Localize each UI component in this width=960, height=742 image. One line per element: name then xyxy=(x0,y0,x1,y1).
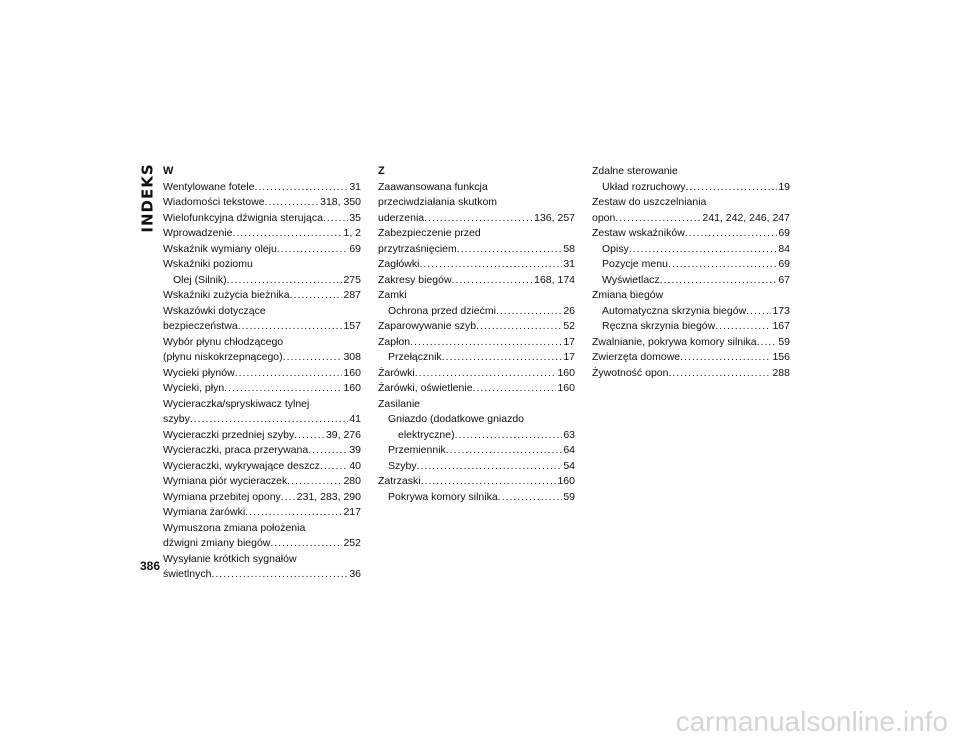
dot-leader xyxy=(211,567,348,583)
index-entry xyxy=(163,459,361,475)
index-entry-label: Wymiana piór wycieraczek xyxy=(163,475,288,487)
index-entry-label: Pozycje menu xyxy=(602,258,668,270)
dot-leader xyxy=(283,350,343,366)
index-entry xyxy=(378,304,575,320)
index-entry-page: 1, 2 xyxy=(343,227,361,239)
index-entry xyxy=(163,319,361,335)
index-entry-page: 35 xyxy=(349,211,361,224)
index-entry-label: Żarówki xyxy=(378,366,415,379)
index-entry-text: Zabezpieczenie przed xyxy=(378,227,481,239)
index-entry-label: opon xyxy=(592,211,616,224)
dot-leader xyxy=(457,242,563,258)
index-entry xyxy=(163,381,361,397)
index-entry-page: 39, 276 xyxy=(325,428,361,441)
dot-leader xyxy=(660,273,778,289)
index-entry-text: Zamki xyxy=(378,289,407,301)
index-entry-label: bezpieczeństwa xyxy=(163,320,238,332)
index-entry-label: Układ rozruchowy xyxy=(602,180,686,193)
index-entry xyxy=(163,490,361,506)
index-entry-label: Zagłówki xyxy=(378,258,420,270)
index-entry-label: uderzenia xyxy=(378,211,425,224)
index-entry-page: 231, 283, 290 xyxy=(296,490,361,503)
dot-leader xyxy=(715,319,771,335)
index-entry-page: 160 xyxy=(557,382,575,394)
index-entry-label: Zwierzęta domowe xyxy=(592,351,681,363)
index-entry-page: 308 xyxy=(343,351,361,363)
index-entry-text: przeciwdziałania skutkom xyxy=(378,196,498,208)
index-entry-page: 157 xyxy=(343,320,361,332)
index-entry xyxy=(592,242,790,258)
index-entry-page: 173 xyxy=(772,304,790,317)
dot-leader xyxy=(446,443,563,459)
index-entry xyxy=(592,180,790,196)
index-entry xyxy=(378,443,575,459)
index-column-2 xyxy=(378,164,575,505)
index-entry xyxy=(378,350,575,366)
dot-leader xyxy=(476,319,562,335)
index-entry-label: Pokrywa komory silnika xyxy=(388,490,498,503)
index-entry xyxy=(378,242,575,258)
index-entry xyxy=(378,211,575,227)
dot-leader xyxy=(281,490,296,506)
index-entry-page: 275 xyxy=(343,273,361,286)
index-entry-label: Wyświetlacz xyxy=(602,273,660,286)
index-entry-page: 26 xyxy=(563,304,575,317)
index-entry-label: Wprowadzenie xyxy=(163,227,233,239)
index-entry-label: Szyby xyxy=(388,459,417,472)
dot-leader xyxy=(629,242,777,258)
index-entry xyxy=(163,350,361,366)
dot-leader xyxy=(415,366,557,382)
index-entry xyxy=(163,428,361,444)
index-entry-label: Wycieraczki, praca przerywana xyxy=(163,444,309,456)
dot-leader xyxy=(270,536,342,552)
index-entry-label: Wentylowane fotele xyxy=(163,180,255,193)
dot-leader xyxy=(419,257,562,273)
index-entry-label: Olej (Silnik) xyxy=(173,273,227,286)
dot-leader xyxy=(227,273,343,289)
index-entry-page: 67 xyxy=(778,273,790,286)
index-entry xyxy=(163,443,361,459)
index-entry-text: Zestaw do uszczelniania xyxy=(592,196,707,208)
index-entry xyxy=(163,195,361,211)
dot-leader xyxy=(498,490,563,506)
index-entry-page: 64 xyxy=(563,444,575,456)
index-entry-page: 63 xyxy=(563,428,575,441)
index-entry xyxy=(378,366,575,382)
dot-leader xyxy=(235,366,343,382)
dot-leader xyxy=(668,257,777,273)
index-entry xyxy=(163,474,361,490)
index-entry-label: (płynu niskokrzepnącego) xyxy=(163,351,283,363)
index-entry xyxy=(378,273,575,289)
index-entry-page: 168, 174 xyxy=(534,273,575,286)
index-entry-page: 52 xyxy=(563,320,575,332)
index-entry xyxy=(378,459,575,475)
index-entry-text: Wycieraczka/spryskiwacz tylnej xyxy=(163,397,310,410)
index-entry-label: Zwalnianie, pokrywa komory silnika xyxy=(592,335,757,348)
index-entry-page: 54 xyxy=(563,459,575,472)
index-entry-label: Przełącznik xyxy=(388,351,442,363)
index-entry-text: Zaawansowana funkcja xyxy=(378,180,488,193)
dot-leader xyxy=(232,226,342,242)
index-entry-page: 287 xyxy=(343,289,361,301)
index-entry-label: Ochrona przed dziećmi xyxy=(388,304,496,317)
dot-leader xyxy=(685,226,778,242)
index-entry-label: Wskaźniki zużycia bieżnika xyxy=(163,289,290,301)
dot-leader xyxy=(442,350,563,366)
index-entry xyxy=(378,319,575,335)
index-entry-text: Zasilanie xyxy=(378,397,421,410)
index-entry-page: 69 xyxy=(778,258,790,270)
dot-leader xyxy=(615,211,701,227)
index-entry-text: Wskaźniki poziomu xyxy=(163,258,253,270)
index-entry xyxy=(592,304,790,320)
index-entry xyxy=(378,335,575,351)
index-entry-text: Wskazówki dotyczące xyxy=(163,304,266,317)
dot-leader xyxy=(424,211,533,227)
index-entry-text: Gniazdo (dodatkowe gniazdo xyxy=(388,413,525,425)
index-entry-label: Wycieki płynów xyxy=(163,366,235,379)
index-column-3 xyxy=(592,164,790,381)
index-entry-page: 156 xyxy=(772,351,790,363)
page-number: 386 xyxy=(140,559,161,573)
dot-leader xyxy=(680,350,771,366)
dot-leader xyxy=(265,195,320,211)
index-entry-label: Przemiennik xyxy=(388,444,446,456)
index-entry-text: Wysyłanie krótkich sygnałów xyxy=(163,552,297,565)
dot-leader xyxy=(245,505,342,521)
index-entry-label: Wymiana żarówki xyxy=(163,506,246,518)
index-entry xyxy=(163,226,361,242)
index-entry-page: 136, 257 xyxy=(534,211,575,224)
index-entry-page: 280 xyxy=(343,475,361,487)
index-entry xyxy=(163,288,361,304)
index-entry-label: Zaparowywanie szyb xyxy=(378,320,477,332)
index-entry-label: Wymiana przebitej opony xyxy=(163,490,281,503)
dot-leader xyxy=(277,242,349,258)
index-entry xyxy=(592,257,790,273)
index-entry-page: 17 xyxy=(563,335,575,348)
index-entry-label: szyby xyxy=(163,413,190,425)
index-entry xyxy=(592,273,790,289)
dot-leader xyxy=(685,180,777,196)
index-entry-label: Wycieraczki, wykrywające deszcz xyxy=(163,459,320,472)
index-entry xyxy=(378,428,575,444)
index-entry-label: Zapłon xyxy=(378,335,411,348)
index-entry-text: Wymuszona zmiana położenia xyxy=(163,521,306,534)
index-entry xyxy=(592,335,790,351)
index-entry-page: 17 xyxy=(563,351,575,363)
section-tab-label: INDEKS xyxy=(139,163,158,233)
index-entry xyxy=(163,273,361,289)
dot-leader xyxy=(290,288,343,304)
dot-leader xyxy=(452,273,534,289)
index-entry-label: Wycieki, płyn xyxy=(163,382,225,394)
index-entry-page: 160 xyxy=(343,366,361,379)
index-entry-page: 58 xyxy=(563,242,575,255)
index-entry xyxy=(163,366,361,382)
index-entry-label: elektryczne) xyxy=(398,428,455,441)
index-entry-page: 160 xyxy=(557,366,575,379)
index-entry-page: 59 xyxy=(563,490,575,503)
index-column-1 xyxy=(163,164,361,583)
index-entry-page: 31 xyxy=(563,258,575,270)
section-tab xyxy=(138,162,158,234)
index-entry-page: 217 xyxy=(343,506,361,518)
index-entry xyxy=(163,211,361,227)
index-entry-label: Wskaźnik wymiany oleju xyxy=(163,242,277,255)
index-entry-page: 69 xyxy=(349,242,361,255)
index-entry-page: 84 xyxy=(778,242,790,255)
index-entry xyxy=(163,536,361,552)
index-entry xyxy=(378,257,575,273)
dot-leader xyxy=(496,304,562,320)
dot-leader xyxy=(287,474,342,490)
dot-leader xyxy=(238,319,343,335)
index-entry-page: 31 xyxy=(349,180,361,193)
index-entry-page: 252 xyxy=(343,537,361,549)
index-entry-text: Zdalne sterowanie xyxy=(592,165,678,177)
watermark: carmanualsonline.info xyxy=(675,706,948,737)
index-entry-page: 167 xyxy=(772,320,790,332)
index-entry-page: 39 xyxy=(349,444,361,456)
index-entry xyxy=(163,180,361,196)
index-entry-label: Zakresy biegów xyxy=(378,273,452,286)
dot-leader xyxy=(455,428,563,444)
dot-leader xyxy=(190,412,348,428)
index-entry xyxy=(163,242,361,258)
index-entry xyxy=(378,490,575,506)
index-entry-text: Wybór płynu chłodzącego xyxy=(163,335,284,348)
index-entry-label: Ręczna skrzynia biegów xyxy=(602,320,716,332)
index-entry xyxy=(592,366,790,382)
index-entry-page: 288 xyxy=(772,366,790,379)
index-entry-page: 160 xyxy=(343,382,361,394)
dot-leader xyxy=(294,428,325,444)
dot-leader xyxy=(410,335,562,351)
index-entry-label: Zatrzaski xyxy=(378,475,421,487)
index-entry xyxy=(592,226,790,242)
index-entry-label: Zestaw wskaźników xyxy=(592,227,685,239)
index-entry xyxy=(592,319,790,335)
index-entry-label: Żarówki, oświetlenie xyxy=(378,382,473,394)
index-entry-label: Opisy xyxy=(602,242,629,255)
index-entry-page: 69 xyxy=(778,227,790,239)
index-entry xyxy=(592,211,790,227)
index-entry xyxy=(163,505,361,521)
index-entry-label: Wiadomości tekstowe xyxy=(163,196,265,208)
dot-leader xyxy=(757,335,778,351)
index-entry-label: Wycieraczki przedniej szyby xyxy=(163,428,295,441)
index-entry-page: 318, 350 xyxy=(320,196,361,208)
index-entry xyxy=(592,350,790,366)
index-entry-label: świetlnych xyxy=(163,568,212,580)
index-entry-label: Żywotność opon xyxy=(592,366,669,379)
index-entry-page: 59 xyxy=(778,335,790,348)
index-entry-label: dźwigni zmiany biegów xyxy=(163,537,271,549)
dot-leader xyxy=(421,474,557,490)
dot-leader xyxy=(746,304,771,320)
index-letter-heading: Z xyxy=(378,165,385,177)
index-entry xyxy=(163,412,361,428)
index-entry-label: Automatyczna skrzynia biegów xyxy=(602,304,747,317)
dot-leader xyxy=(417,459,563,475)
index-entry-page: 160 xyxy=(557,475,575,487)
dot-leader xyxy=(320,459,348,475)
dot-leader xyxy=(323,211,348,227)
index-entry-page: 40 xyxy=(349,459,361,472)
index-entry-text: Zmiana biegów xyxy=(592,289,664,301)
dot-leader xyxy=(308,443,348,459)
dot-leader xyxy=(254,180,348,196)
index-entry xyxy=(378,474,575,490)
index-entry xyxy=(378,381,575,397)
index-entry-page: 41 xyxy=(349,413,361,425)
dot-leader xyxy=(668,366,771,382)
dot-leader xyxy=(473,381,557,397)
index-entry xyxy=(163,567,361,583)
index-entry-label: Wielofunkcyjna dźwignia sterująca xyxy=(163,211,323,224)
index-entry-page: 19 xyxy=(778,180,790,193)
index-letter-heading: W xyxy=(163,165,174,177)
index-entry-label: przytrzaśnięciem xyxy=(378,242,457,255)
index-entry-page: 36 xyxy=(349,568,361,580)
index-entry-page: 241, 242, 246, 247 xyxy=(702,211,790,224)
dot-leader xyxy=(224,381,342,397)
